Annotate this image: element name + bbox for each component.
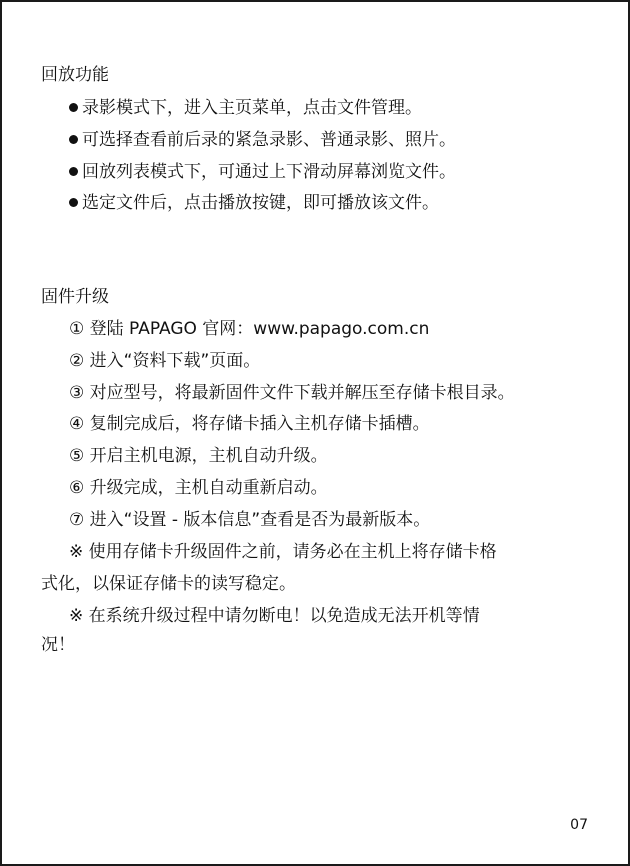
playback-item: 回放列表模式下，可通过上下滑动屏幕浏览文件。: [69, 161, 456, 183]
bullet-icon: [69, 135, 78, 144]
bullet-icon: [69, 103, 78, 112]
firmware-step: ⑤ 开启主机电源，主机自动升级。: [69, 446, 328, 466]
firmware-heading: 固件升级: [41, 287, 109, 307]
page-number: 07: [570, 817, 588, 833]
firmware-step: ③ 对应型号，将最新固件文件下载并解压至存储卡根目录。: [69, 383, 515, 403]
firmware-step: ⑦ 进入“设置 - 版本信息”查看是否为最新版本。: [69, 510, 431, 530]
firmware-note-line: ※ 在系统升级过程中请勿断电！以免造成无法开机等情: [69, 606, 480, 626]
firmware-step: ① 登陆 PAPAGO 官网：www.papago.com.cn: [69, 319, 430, 339]
playback-item: 可选择查看前后录的紧急录影、普通录影、照片。: [69, 129, 456, 151]
bullet-icon: [69, 167, 78, 176]
firmware-note-line: 况！: [41, 635, 75, 655]
bullet-icon: [69, 198, 78, 207]
playback-item: 录影模式下，进入主页菜单，点击文件管理。: [69, 97, 422, 119]
firmware-note-line: ※ 使用存储卡升级固件之前，请务必在主机上将存储卡格: [69, 542, 497, 562]
firmware-note-line: 式化，以保证存储卡的读写稳定。: [41, 574, 296, 594]
playback-item: 选定文件后，点击播放按键，即可播放该文件。: [69, 192, 439, 214]
firmware-step: ⑥ 升级完成，主机自动重新启动。: [69, 478, 328, 498]
firmware-step: ④ 复制完成后，将存储卡插入主机存储卡插槽。: [69, 414, 430, 434]
playback-heading: 回放功能: [41, 65, 109, 85]
firmware-step: ② 进入“资料下载”页面。: [69, 351, 261, 371]
